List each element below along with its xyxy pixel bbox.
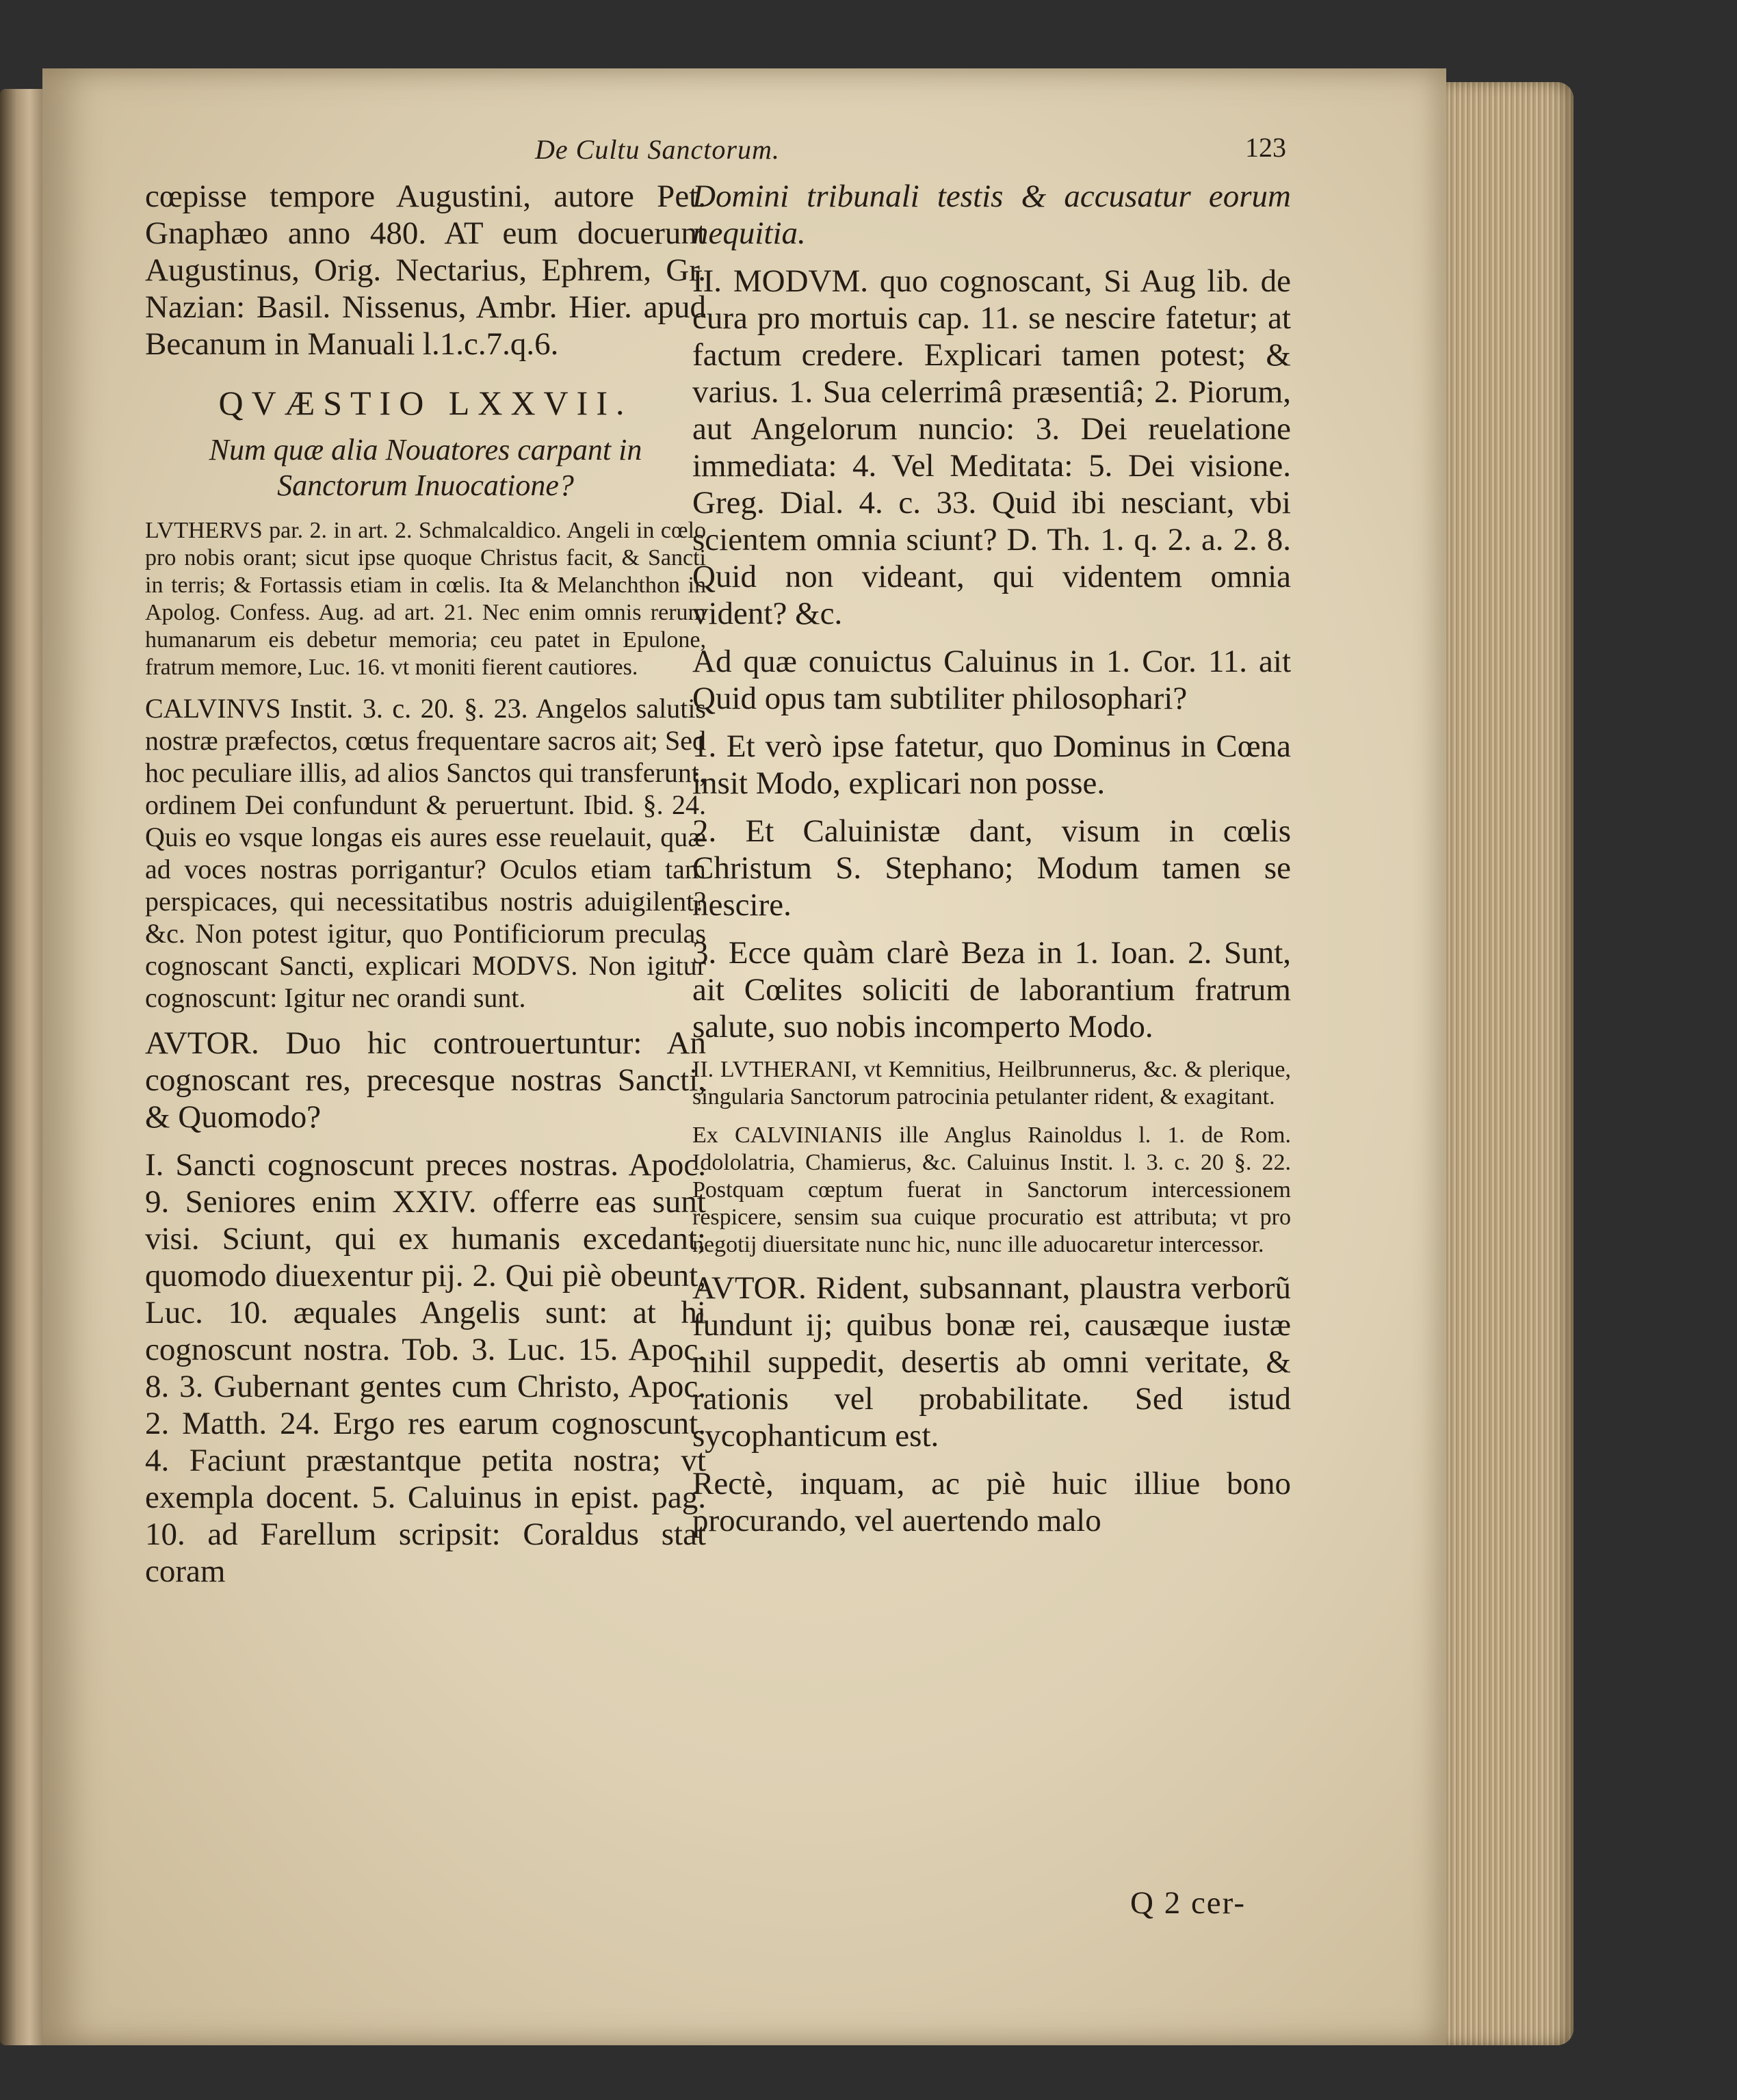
signature-catchword: Q 2 cer- [1130,1885,1246,1921]
right-paragraph-autor: AVTOR. Rident, subsannant, plaustra verborũ fundunt ij; quibus bonæ rei, causæque iustæ nihil suppedit, desertis ab omni veritate, & rationis vel probabilitate. Sed istud sycophanticum est. [692,1270,1291,1454]
right-paragraph-1: Domini tribunali testis & accusatur eorum nequitia. [692,179,1291,251]
left-column [145,178,706,1590]
previous-page-edge [0,89,42,2045]
right-paragraph-modum: II. MODVM. quo cognoscant, Si Aug lib. de cura pro mortuis cap. 11. se nescire fatetur; at factum credere. Explicari tamen potest; & varius. 1. Sua celerrimâ præsentiâ; 2. Piorum, aut Angelorum nuncio: 3. Dei reuelatione immediata: 4. Vel Meditata: 5. Dei visione. Greg. Dial. 4. c. 33. Quid ibi nesciant, vbi scientem omnia sciunt? D. Th. 1. q. 2. a. 2. 8. Quid non videant, qui videntem omnia vident? &c. [692,263,1291,631]
right-paragraph-recte: Rectè, inquam, ac piè huic illiue bono procurando, vel auertendo malo [692,1466,1291,1538]
left-paragraph-1: cœpisse tempore Augustini, autore Pet. Gnaphæo anno 480. AT eum docuerunt Augustinus, Orig. Nectarius, Ephrem, Gr. Nazian: Basil. Nissenus, Ambr. Hier. apud Becanum in Manuali l.1.c.7.q.6. [145,179,706,362]
right-paragraph-caluinus: Ad quæ conuictus Caluinus in 1. Cor. 11. ait Quid opus tam subtiliter philosophari? [692,644,1291,716]
left-paragraph-lutherus: LVTHERVS par. 2. in art. 2. Schmalcaldico. Angeli in cœlo pro nobis orant; sicut ipse quoque Christus facit, & Sancti in terris; & Fortassis etiam in cœlis. Ita & Melanchthon in Apolog. Confess. Aug. ad art. 21. Nec enim omnis rerum humanarum eis debetur memoria; ceu patet in Epulone, fratrum memore, Luc. 16. vt moniti fierent cautiores. [145,518,706,680]
book [0,68,1573,2059]
left-paragraph-caluinus: CALVINVS Instit. 3. c. 20. §. 23. Angelos salutis nostræ præfectos, cœtus frequentare sacros ait; Sed hoc peculiare illis, ad alios Sanctos qui transferunt, ordinem Dei confundunt & peruertunt. Ibid. §. 24. Quis eo vsque longas eis aures esse reuelauit, quæ ad voces nostras porrigantur? Oculos etiam tam perspicaces, qui necessitatibus nostris aduigilent? &c. Non potest igitur, quo Pontificiorum preculas cognoscant Sancti, explicari MODVS. Non igitur cognoscunt: Igitur nec orandi sunt. [145,693,706,1013]
running-title: De Cultu Sanctorum. [535,134,780,165]
left-paragraph-sancti: I. Sancti cognoscunt preces nostras. Apoc. 9. Seniores enim XXIV. offerre eas sunt visi. Sciunt, qui ex humanis excedant; quomodo diuexentur pij. 2. Qui piè obeunt, Luc. 10. æquales Angelis sunt: at hi cognoscunt nostra. Tob. 3. Luc. 15. Apoc. 8. 3. Gubernant gentes cum Christo, Apoc. 2. Matth. 24. Ergo res earum cognoscunt. 4. Faciunt præstantque petita nostra; vt exempla docent. 5. Caluinus in epist. pag. 10. ad Farellum scripsit: Coraldus stat coram [145,1147,706,1589]
right-paragraph-item-1: 1. Et verò ipse fatetur, quo Dominus in Cœna insit Modo, explicari non posse. [692,729,1291,801]
question-subheading: Num quæ alia Nouatores carpant in Sanctorum Inuocatione? [209,433,642,502]
right-paragraph-lutherani: II. LVTHERANI, vt Kemnitius, Heilbrunnerus, &c. & plerique, singularia Sanctorum patrocinia petulanter rident, & exagitant. [692,1057,1291,1110]
question-heading: QVÆSTIO LXXVII. [218,384,633,422]
page-stack-edge [1446,82,1573,2045]
right-column [692,178,1291,1539]
left-paragraph-autor: AVTOR. Duo hic controuertuntur: An cognoscant res, precesque nostras Sancti, & Quomodo? [145,1025,706,1135]
right-paragraph-item-2: 2. Et Caluinistæ dant, visum in cœlis Christum S. Stephano; Modum tamen se nescire. [692,813,1291,923]
page-number: 123 [1245,132,1286,163]
right-paragraph-item-3: 3. Ecce quàm clarè Beza in 1. Ioan. 2. Sunt, ait Cœlites soliciti de laborantium fratrum salute, suo nobis incomperto Modo. [692,935,1291,1045]
right-paragraph-caluiniani: Ex CALVINIANIS ille Anglus Rainoldus l. 1. de Rom. Idololatria, Chamierus, &c. Caluinus Instit. l. 3. c. 20 §. 22. Postquam cœptum fuerat in Sanctorum intercessionem respicere, sensim sua cuique procuratio est attributa; vt pro negotij diuersitate nunc hic, nunc ille aduocaretur intercessor. [692,1123,1291,1257]
book-page [42,68,1446,2045]
